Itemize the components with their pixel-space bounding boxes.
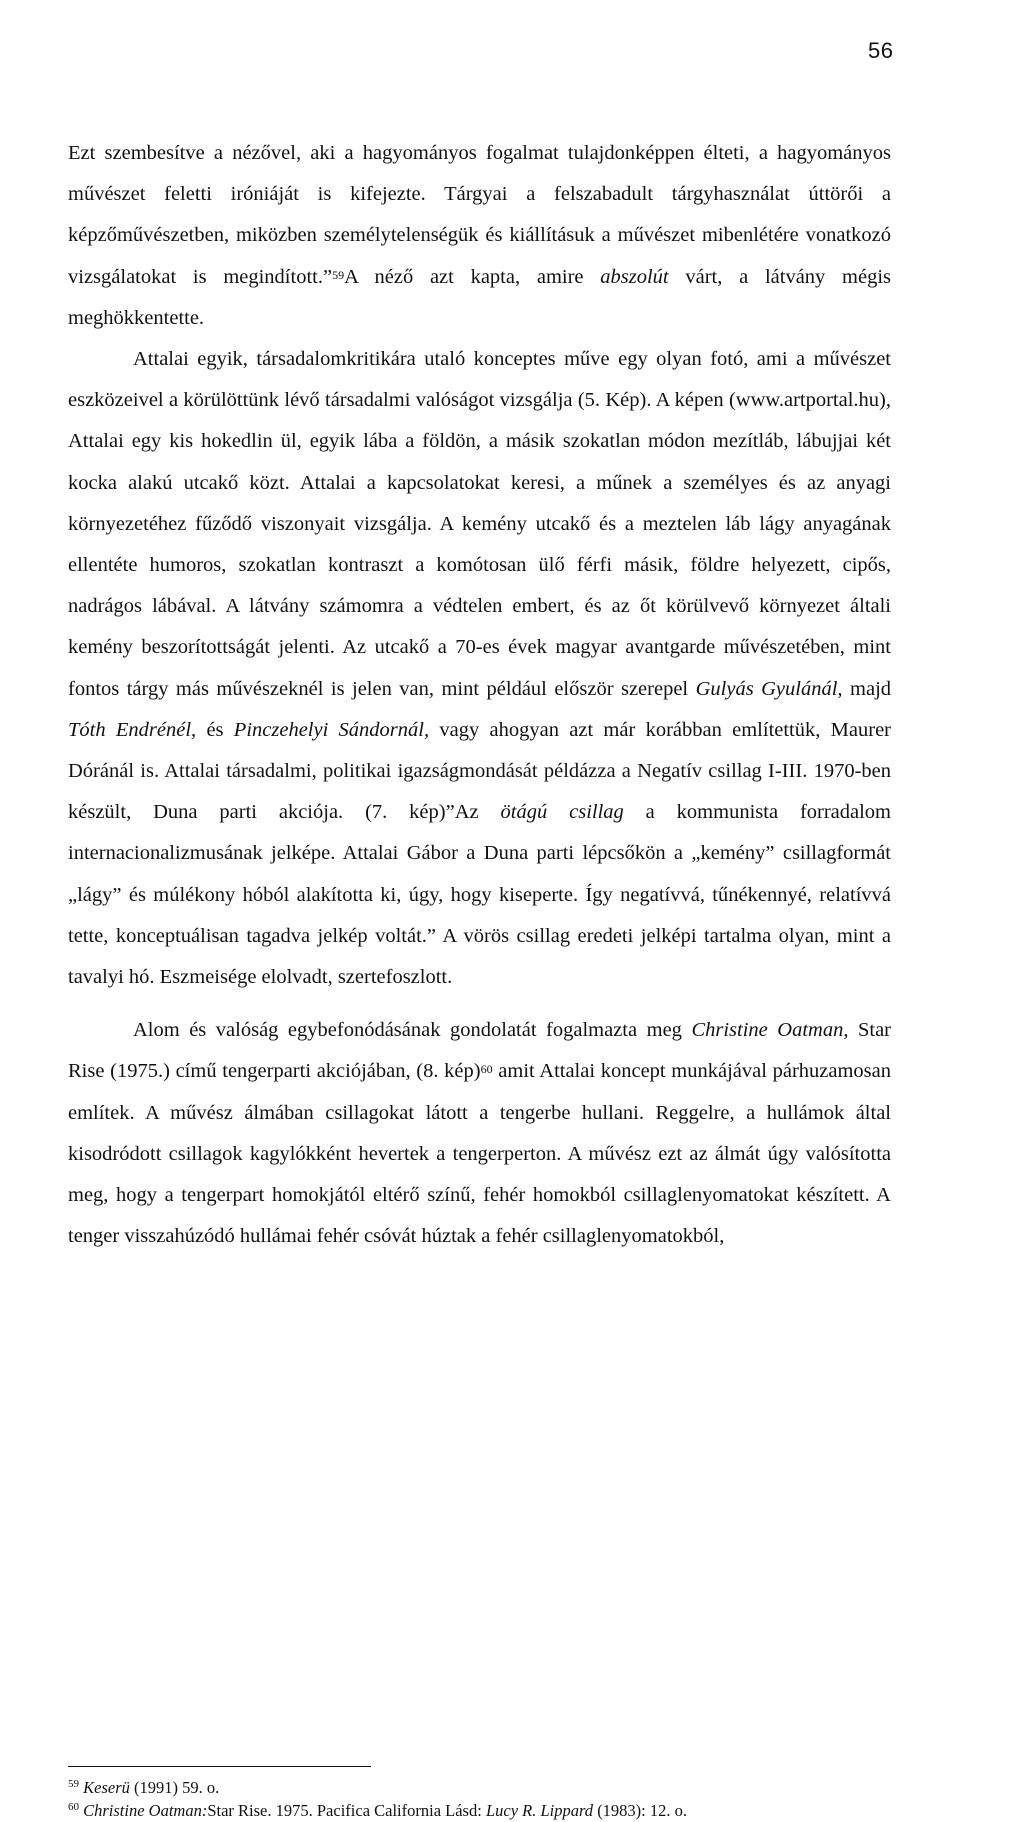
paragraph-text: Alom és valóság egybefonódásának gondolatát fogalmazta meg bbox=[133, 1019, 692, 1042]
paragraph-text: Ezt szembesítve a nézővel, aki a hagyományos fogalmat tulajdonképpen élteti, a hagyományos művészet feletti iróniáját is kifejezte. Tárgyai a felszabadult tárgyhasználat úttörői a képzőművészetben, miközben személytelenségük és kiállításuk a művészet mibenlétére vonatkozó vizsgálatokat is megindított.” bbox=[68, 142, 891, 288]
paragraph-italic-text: Gulyás Gyulánál, bbox=[695, 677, 843, 700]
footnote-footnote-ref: 60 bbox=[68, 1801, 79, 1813]
paragraph-text: majd bbox=[842, 677, 892, 700]
footnote-italic-text: Christine Oatman: bbox=[83, 1801, 208, 1820]
paragraph-italic-text: Tóth Endrénél, bbox=[68, 718, 197, 741]
footnote-60 bbox=[68, 1799, 928, 1822]
paragraph-italic-text: ötágú csillag bbox=[500, 801, 624, 824]
footnote-text: (1991) 59. o. bbox=[129, 1778, 220, 1797]
page-number: 56 bbox=[868, 38, 894, 63]
footnote-separator bbox=[68, 1766, 371, 1767]
footnotes bbox=[68, 1776, 928, 1822]
footnote-footnote-ref: 59 bbox=[68, 1778, 79, 1790]
paragraph-2 bbox=[68, 339, 891, 998]
paragraph-text: A néző azt kapta, amire bbox=[344, 265, 601, 288]
footnote-59 bbox=[68, 1776, 928, 1799]
paragraph-text: Attalai egyik, társadalomkritikára utaló konceptes műve egy olyan fotó, ami a művészet eszközeivel a körülöttünk lévő társadalmi valóságot vizsgálja (5. Kép). A képen (www.artportal.hu), Attalai egy kis hokedlin ül, egyik lába a földön, a másik szokatlan módon mezítláb, lábujjai két kocka alakú utcakő közt. Attalai a kapcsolatokat keresi, a műnek a személyes és az anyagi környezetéhez fűződő viszonyait vizsgálja. A kemény utcakő és a meztelen láb lágy anyagának ellentéte humoros, szokatlan kontraszt a komótosan ülő férfi másik, földre helyezett, cipős, nadrágos lábával. A látvány számomra a védtelen embert, és az őt körülvevő környezet általi kemény beszorítottságát jelenti. Az utcakő a 70-es évek magyar avantgarde művészetében, mint fontos tárgy más művészeknél is jelen van, mint például először szerepel bbox=[68, 348, 891, 700]
paragraph-italic-text: abszolút bbox=[600, 265, 669, 288]
paragraph-text: Star Rise (1975.) című tengerparti akciójában, (8. kép) bbox=[68, 1019, 891, 1083]
paragraph-footnote-ref: 59 bbox=[332, 267, 345, 282]
footnote-text: (1983): 12. o. bbox=[593, 1801, 688, 1820]
paragraph-text: várt, a látvány mégis meghökkentette. bbox=[68, 265, 892, 329]
paragraph-text: és bbox=[196, 718, 234, 741]
paragraph-text: amit Attalai koncept munkájával párhuzamosan említek. A művész álmában csillagokat látott a tengerbe hullani. Reggelre, a hullámok által kisodródott csillagok kagylókként hevertek a tengerperton. A művész ezt az álmát úgy valósította meg, hogy a tengerpart homokjától eltérő színű, fehér homokból csillaglenyomatokat készített. A tenger visszahúzódó hullámai fehér csóvát húztak a fehér csillaglenyomatokból, bbox=[68, 1060, 892, 1248]
footnote-text: Star Rise. 1975. Pacifica California Lásd: bbox=[207, 1801, 486, 1820]
body-text bbox=[68, 133, 891, 1257]
footnote-italic-text: Lucy R. Lippard bbox=[485, 1801, 594, 1820]
paragraph-3 bbox=[68, 1010, 891, 1257]
footnote-italic-text: Keserü bbox=[83, 1778, 130, 1797]
paragraph-italic-text: Christine Oatman, bbox=[691, 1019, 849, 1042]
paragraph-footnote-ref: 60 bbox=[480, 1062, 493, 1077]
paragraph-italic-text: Pinczehelyi Sándornál, bbox=[233, 718, 430, 741]
paragraph-text: a kommunista forradalom internacionalizmusának jelképe. Attalai Gábor a Duna parti lépcsőkön a „kemény” csillagformát „lágy” és múlékony hóból alakította ki, úgy, hogy kiseperte. Így negatívvá, tűnékennyé, relatívvá tette, konceptuálisan tagadva jelkép voltát.” A vörös csillag eredeti jelképi tartalma olyan, mint a tavalyi hó. Eszmeisége elolvadt, szertefoszlott. bbox=[68, 801, 892, 989]
paragraph-text: vagy ahogyan azt már korábban említettük, Maurer Dóránál is. Attalai társadalmi, politikai igazságmondását példázza a Negatív csillag I-III. 1970-ben készült, Duna parti akciója. (7. kép)”Az bbox=[68, 718, 891, 824]
paragraph-1 bbox=[68, 133, 891, 339]
